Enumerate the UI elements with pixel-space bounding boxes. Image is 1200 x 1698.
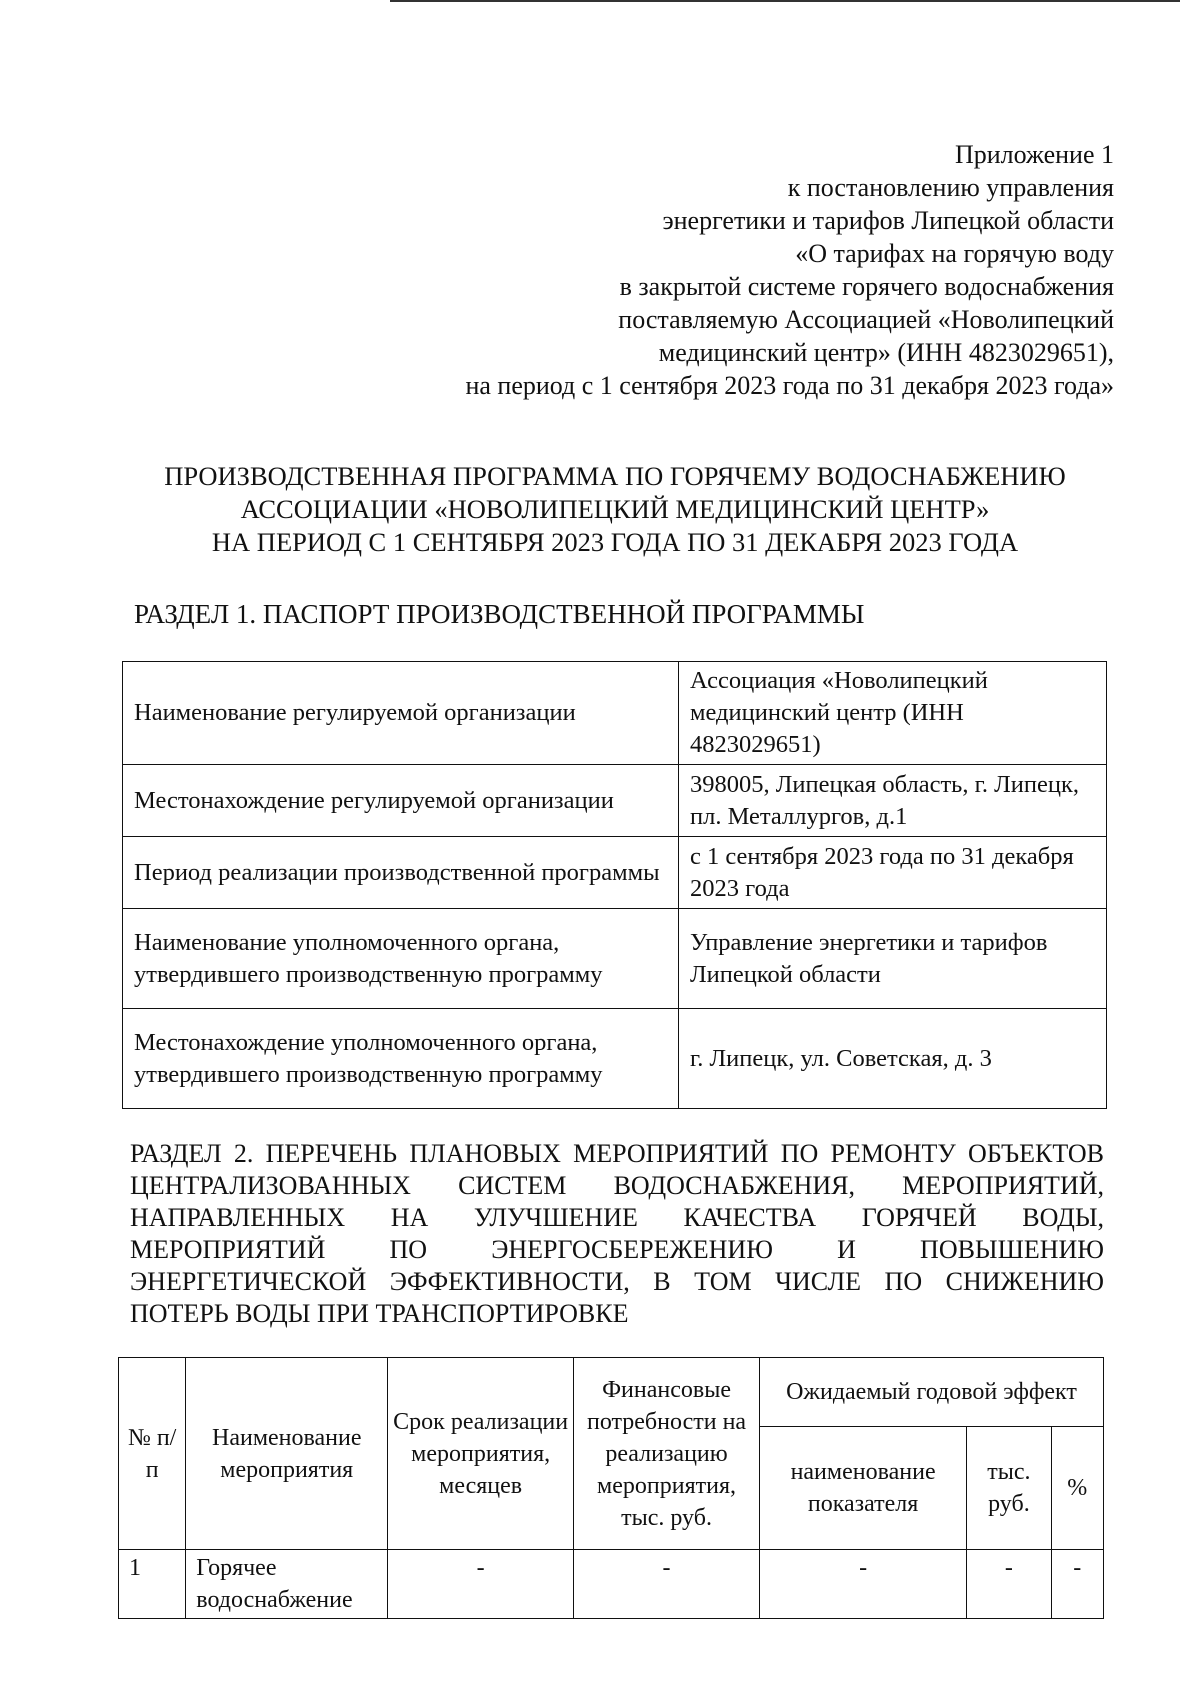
table-row <box>119 1550 1104 1619</box>
cell-term: - <box>388 1550 574 1619</box>
col-header-term: Срок реализации мероприятия, месяцев <box>388 1358 574 1550</box>
appendix-line: поставляемую Ассоциацией «Новолипецкий <box>618 305 1114 334</box>
passport-value: 398005, Липецкая область, г. Липецк, пл. Металлургов, д.1 <box>679 765 1107 837</box>
passport-value: с 1 сентября 2023 года по 31 декабря 2023 года <box>679 837 1107 909</box>
passport-label: Период реализации производственной программы <box>123 837 679 909</box>
col-header-rub: тыс. руб. <box>967 1427 1051 1550</box>
section1-heading: РАЗДЕЛ 1. ПАСПОРТ ПРОИЗВОДСТВЕННОЙ ПРОГРАММЫ <box>134 599 865 629</box>
appendix-line: на период с 1 сентября 2023 года по 31 декабря 2023 года» <box>465 371 1114 400</box>
table-row <box>123 765 1107 837</box>
appendix-line: Приложение 1 <box>954 140 1114 169</box>
passport-value: г. Липецк, ул. Советская, д. 3 <box>679 1009 1107 1109</box>
passport-label: Наименование регулируемой организации <box>123 662 679 765</box>
appendix-line: «О тарифах на горячую воду <box>795 239 1114 268</box>
appendix-line: к постановлению управления <box>787 173 1114 202</box>
passport-label: Наименование уполномоченного органа, утвердившего производственную программу <box>123 909 679 1009</box>
top-border-line <box>390 0 1180 2</box>
passport-label: Местонахождение уполномоченного органа, утвердившего производственную программу <box>123 1009 679 1109</box>
title-line: ПРОИЗВОДСТВЕННАЯ ПРОГРАММА ПО ГОРЯЧЕМУ ВОДОСНАБЖЕНИЮ <box>164 461 1066 491</box>
title-line: АССОЦИАЦИИ «НОВОЛИПЕЦКИЙ МЕДИЦИНСКИЙ ЦЕНТР» <box>240 494 990 524</box>
appendix-line: в закрытой системе горячего водоснабжения <box>619 272 1114 301</box>
col-header-num: № п/п <box>119 1358 186 1550</box>
cell-finance: - <box>574 1550 760 1619</box>
table-row <box>123 662 1107 765</box>
table-row <box>123 837 1107 909</box>
cell-pct: - <box>1051 1550 1103 1619</box>
passport-table <box>122 661 1107 1109</box>
title-line: НА ПЕРИОД С 1 СЕНТЯБРЯ 2023 ГОДА ПО 31 ДЕКАБРЯ 2023 ГОДА <box>211 527 1019 557</box>
col-header-pct: % <box>1051 1427 1103 1550</box>
col-header-name: Наименование мероприятия <box>186 1358 388 1550</box>
col-header-finance: Финансовые потребности на реализацию мероприятия, тыс. руб. <box>574 1358 760 1550</box>
table-row <box>123 909 1107 1009</box>
col-header-effect: Ожидаемый годовой эффект <box>759 1358 1103 1427</box>
passport-label: Местонахождение регулируемой организации <box>123 765 679 837</box>
table-row <box>123 1009 1107 1109</box>
measures-table <box>118 1357 1104 1619</box>
passport-value: Управление энергетики и тарифов Липецкой области <box>679 909 1107 1009</box>
cell-num: 1 <box>119 1550 186 1619</box>
appendix-line: медицинский центр» (ИНН 4823029651), <box>658 338 1114 367</box>
cell-indicator: - <box>759 1550 966 1619</box>
col-header-indicator: наименование показателя <box>759 1427 966 1550</box>
section2-heading: РАЗДЕЛ 2. ПЕРЕЧЕНЬ ПЛАНОВЫХ МЕРОПРИЯТИЙ ПО РЕМОНТУ ОБЪЕКТОВ ЦЕНТРАЛИЗОВАННЫХ СИСТЕМ ВОДОСНАБЖЕНИЯ, МЕРОПРИЯТИЙ, НАПРАВЛЕННЫХ НА УЛУЧШЕНИЕ КАЧЕСТВА ГОРЯЧЕЙ ВОДЫ, МЕРОПРИЯТИЙ ПО ЭНЕРГОСБЕРЕЖЕНИЮ И ПОВЫШЕНИЮ ЭНЕРГЕТИЧЕСКОЙ ЭФФЕКТИВНОСТИ, В ТОМ ЧИСЛЕ ПО СНИЖЕНИЮ ПОТЕРЬ ВОДЫ ПРИ ТРАНСПОРТИРОВКЕ <box>130 1139 1104 1328</box>
document-title <box>120 460 1110 559</box>
cell-name: Горячее водоснабжение <box>186 1550 388 1619</box>
appendix-note <box>354 138 1114 402</box>
passport-value: Ассоциация «Новолипецкий медицинский центр (ИНН 4823029651) <box>679 662 1107 765</box>
table-header-row <box>119 1358 1104 1427</box>
appendix-line: энергетики и тарифов Липецкой области <box>662 206 1114 235</box>
cell-rub: - <box>967 1550 1051 1619</box>
